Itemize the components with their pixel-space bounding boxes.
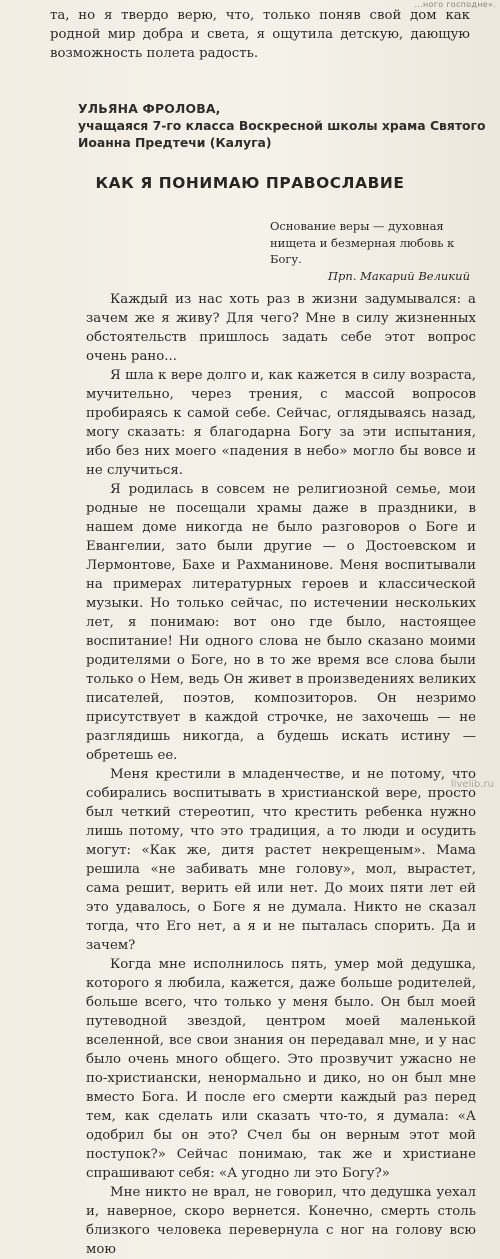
paragraph: Меня крестили в младенчестве, и не потому, что собирались воспитывать в христианской вере, просто был четкий стереотип, что крестить ребенка нужно лишь потому, что это традиция, а то люди и осудить могут: «Как же, дитя растет некрещеным». Мама решила «не забивать мне голову», мол, вырастет, сама решит, верить ей или нет. До моих пяти лет ей это удавалось, о Боге я не думала. Никто не сказал тогда, что Его нет, а я и не пыталась спорить. Да и зачем?	[86, 767, 476, 953]
paragraph: Когда мне исполнилось пять, умер мой дедушка, которого я любила, кажется, даже больше родителей, больше всего, что только у меня было. Он был моей путеводной звездой, центром моей маленькой вселенной, все свои знания он передавал мне, и у нас было очень много общего. Это прозвучит ужасно не по-христиански, ненормально и дико, но он был мне вместо Бога. И после его смерти каждый раз перед тем, как сделать или сказать что-то, я думала: «А одобрил бы он это? Счел бы он верным этот мой поступок?» Сейчас понимаю, так же и христиане спрашивают себя: «А угодно ли это Богу?»	[86, 957, 476, 1181]
epigraph-text: Основание веры — духовная нищета и безмерная любовь к Богу.	[270, 219, 455, 266]
intro-paragraph: та, но я твердо верю, что, только поняв свой дом как родной мир добра и света, я ощутила детскую, дающую возможность полета радость.	[50, 8, 470, 61]
paragraph: Мне никто не врал, не говорил, что дедушка уехал и, наверное, скоро вернется. Конечно, смерть столь близкого человека перевернула с ног на голову всю мою	[86, 1185, 476, 1257]
article-body	[86, 290, 476, 1259]
paragraph: Я родилась в совсем не религиозной семье, мои родные не посещали храмы даже в праздники, в нашем доме никогда не было разговоров о Боге и Евангелии, зато были другие — о Достоевском и Лермонтове, Бахе и Рахманинове. Меня воспитывали на примерах литературных героев и классической музыки. Но только сейчас, по истечении нескольких лет, я понимаю: вот оно где было, настоящее воспитание! Ни одного слова не было сказано моими родителями о Боге, но в то же время все слова были только о Нем, ведь Он живет в произведениях великих писателей, поэтов, композиторов. Он незримо присутствует в каждой строчке, не захочешь — не разглядишь никогда, а будешь искать истину — обретешь ее.	[86, 482, 476, 763]
paragraph: Каждый из нас хоть раз в жизни задумывался: а зачем же я живу? Для чего? Мне в силу жизненных обстоятельств пришлось задать себе этот вопрос очень рано...	[86, 292, 476, 364]
author-block	[78, 100, 488, 151]
paragraph: Я шла к вере долго и, как кажется в силу возраста, мучительно, через трения, с массой вопросов пробираясь к самой себе. Сейчас, оглядываясь назад, могу сказать: я благодарна Богу за эти испытания, ибо без них моего «падения в небо» могло бы вовсе и не случиться.	[86, 368, 476, 478]
previous-essay-ending	[50, 6, 470, 63]
watermark: livelib.ru	[450, 779, 494, 790]
epigraph-signature: Прп. Макарий Великий	[328, 268, 470, 283]
running-header: ...ного господне».	[414, 0, 496, 9]
author-description: учащаяся 7-го класса Воскресной школы храма Святого Иоанна Предтечи (Калуга)	[78, 118, 486, 150]
article-title: КАК Я ПОНИМАЮ ПРАВОСЛАВИЕ	[95, 174, 405, 192]
epigraph	[270, 218, 470, 284]
author-name: УЛЬЯНА ФРОЛОВА,	[78, 101, 221, 116]
